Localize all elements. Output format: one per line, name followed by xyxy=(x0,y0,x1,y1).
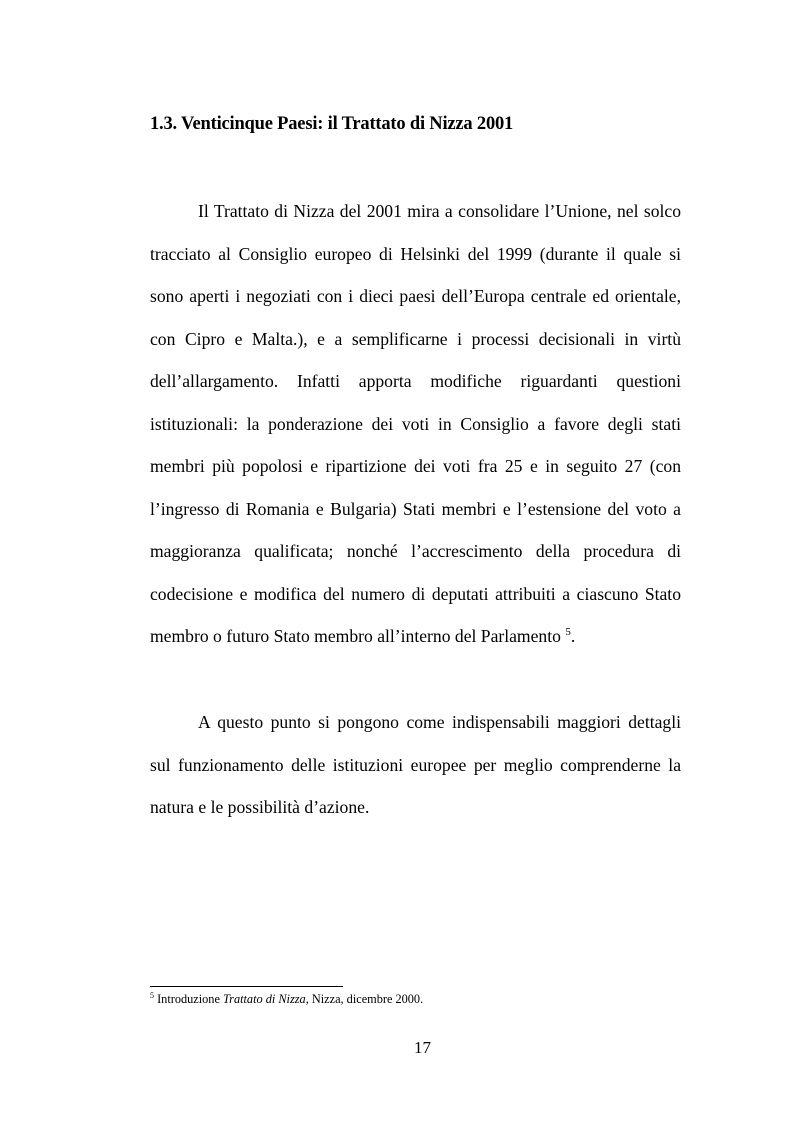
section-heading: 1.3. Venticinque Paesi: il Trattato di Nizza 2001 xyxy=(150,114,514,134)
paragraph-1 xyxy=(150,190,681,658)
footnote-separator xyxy=(150,986,343,987)
paragraph-1-text: Il Trattato di Nizza del 2001 mira a consolidare l’Unione, nel solco tracciato al Consiglio europeo di Helsinki del 1999 (durante il quale si sono aperti i negoziati con i dieci paesi dell’Europa centrale ed orientale, con Cipro e Malta.), e a semplificarne i processi decisionali in virtù dell’allargamento. Infatti apporta modifiche riguardanti questioni istituzionali: la ponderazione dei voti in Consiglio a favore degli stati membri più popolosi e ripartizione dei voti fra 25 e in seguito 27 (con l’ingresso di Romania e Bulgaria) Stati membri e l’estensione del voto a maggioranza qualificata; nonché l’accrescimento della procedura di codecisione e modifica del numero di deputati attribuiti a ciascuno Stato membro o futuro Stato membro all’interno del Parlamento xyxy=(150,201,681,646)
paragraph-1-end: . xyxy=(570,626,576,646)
paragraph-2: A questo punto si pongono come indispensabili maggiori dettagli sul funzionamento delle istituzioni europee per meglio comprenderne la natura e le possibilità d’azione. xyxy=(150,712,681,817)
page-number: 17 xyxy=(414,1038,431,1057)
footnote-title: Trattato di Nizza xyxy=(223,992,306,1006)
footnote-number: 5 xyxy=(150,991,154,1000)
footnote-reference[interactable]: 5 xyxy=(565,626,571,638)
footnote xyxy=(150,992,423,1007)
footnote-suffix: , Nizza, dicembre 2000. xyxy=(305,992,424,1006)
footnote-prefix: Introduzione xyxy=(157,992,220,1006)
